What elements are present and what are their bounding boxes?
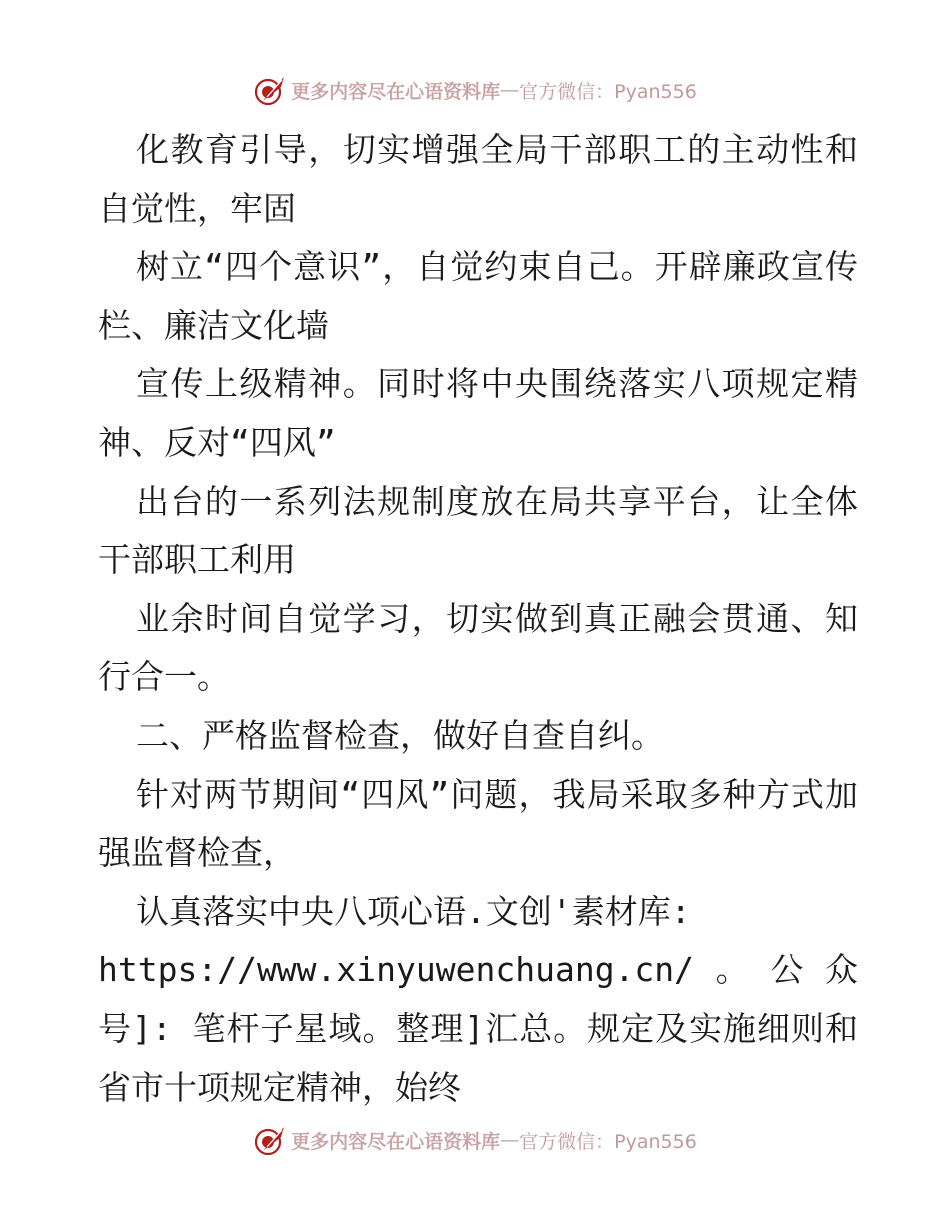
section-heading-2: 二、严格监督检查，做好自查自纠。 bbox=[136, 715, 664, 755]
footer-site-text: 更多内容尽在心语资料库 bbox=[291, 1130, 501, 1153]
paragraph-7: 认真落实中央八项心语.文创'素材库: bbox=[136, 891, 691, 931]
footer-wechat-text: 官方微信：Pyan556 bbox=[519, 1130, 697, 1153]
paragraph-4: 出台的一系列法规制度放在局共享平台，让全体干部职工利用 bbox=[98, 481, 858, 580]
paragraph-1: 化教育引导，切实增强全局干部职工的主动性和自觉性，牢固 bbox=[98, 130, 858, 228]
header-watermark bbox=[0, 70, 950, 110]
paragraph-2: 树立“四个意识”，自觉约束自己。开辟廉政宣传栏、廉洁文化墙 bbox=[98, 247, 858, 345]
paragraph-5: 业余时间自觉学习，切实做到真正融会贯通、知行合一。 bbox=[98, 598, 858, 697]
footer-watermark bbox=[0, 1120, 950, 1160]
document-body bbox=[98, 121, 858, 1117]
header-site-text: 更多内容尽在心语资料库 bbox=[291, 80, 501, 103]
paragraph-3: 宣传上级精神。同时将中央围绕落实八项规定精神、反对“四风” bbox=[98, 364, 858, 462]
header-separator: — bbox=[500, 79, 520, 101]
footer-separator: — bbox=[500, 1129, 520, 1151]
quill-logo-icon bbox=[253, 1123, 287, 1157]
paragraph-6: 针对两节期间“四风”问题，我局采取多种方式加强监督检查， bbox=[98, 774, 858, 873]
paragraph-8: https://www.xinyuwenchuang.cn/。公众号]: 笔杆子星域。整理]汇总。规定及实施细则和省市十项规定精神，始终 bbox=[98, 950, 858, 1107]
quill-logo-icon bbox=[253, 73, 287, 107]
header-wechat-text: 官方微信：Pyan556 bbox=[519, 80, 697, 103]
